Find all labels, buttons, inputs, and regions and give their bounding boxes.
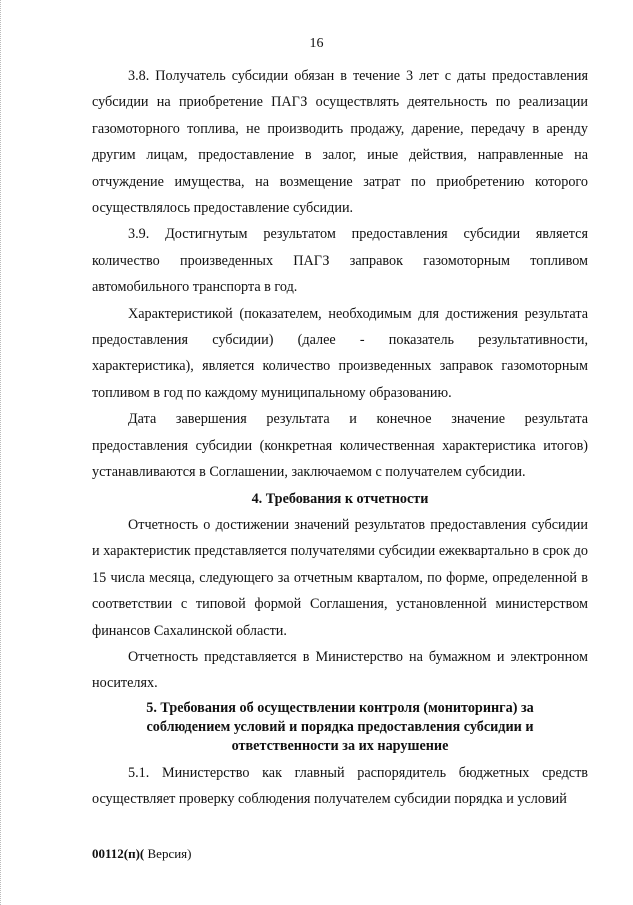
- paragraph-completion-date: Дата завершения результата и конечное значение результата предоставления субсидии (конкретная количественная характеристика итогов) устанавливаются в Соглашении, заключаемом с получателем субсидии.: [92, 411, 588, 481]
- page-number: 16: [309, 36, 324, 51]
- footer-code-number: 00112(п)(: [92, 846, 145, 861]
- scan-edge-marks: [0, 0, 4, 905]
- page-content: [92, 63, 588, 813]
- section-4-heading: 4. Требования к отчетности: [251, 490, 429, 507]
- paragraph-characteristic: Характеристикой (показателем, необходимым для достижения результата предоставления субсидии) (далее - показатель результативности, характеристика), является количество произведенных заправок газомоторным топливом в год по каждому муниципальному образованию.: [92, 305, 588, 401]
- paragraph-5-1: 5.1. Министерство как главный распорядитель бюджетных средств осуществляет проверку соблюдения получателем субсидии порядка и условий: [92, 764, 588, 808]
- section-4-paragraph-2: Отчетность представляется в Министерство на бумажном и электронном носителях.: [92, 648, 588, 692]
- section-4-paragraph-1: Отчетность о достижении значений результатов предоставления субсидии и характеристик представляется получателями субсидии ежеквартально в срок до 15 числа месяца, следующего за отчетным кварталом, по форме, определенной в соответствии с типовой формой Соглашения, установленной министерством финансов Сахалинской области.: [92, 516, 588, 639]
- section-5-heading-line-3: ответственности за их нарушение: [231, 737, 449, 754]
- paragraph-3-9: 3.9. Достигнутым результатом предоставления субсидии является количество произведенных ПАГЗ заправок газомоторным топливом автомобильного транспорта в год.: [92, 226, 588, 296]
- paragraph-3-8: 3.8. Получатель субсидии обязан в течение 3 лет с даты предоставления субсидии на приобретение ПАГЗ осуществлять деятельность по реализации газомоторного топлива, не производить продажу, дарение, передачу в аренду другим лицам, предоставление в залог, иные действия, направленные на отчуждение имущества, на возмещение затрат по приобретению которого осуществлялось предоставление субсидии.: [92, 68, 588, 217]
- footer-version: Версия): [144, 846, 192, 861]
- section-5-heading-line-2: соблюдением условий и порядка предоставления субсидии и: [146, 718, 534, 735]
- section-5-heading: [92, 697, 588, 760]
- section-5-heading-line-1: 5. Требования об осуществлении контроля (мониторинга) за: [146, 699, 534, 716]
- document-footer-code: [92, 846, 192, 862]
